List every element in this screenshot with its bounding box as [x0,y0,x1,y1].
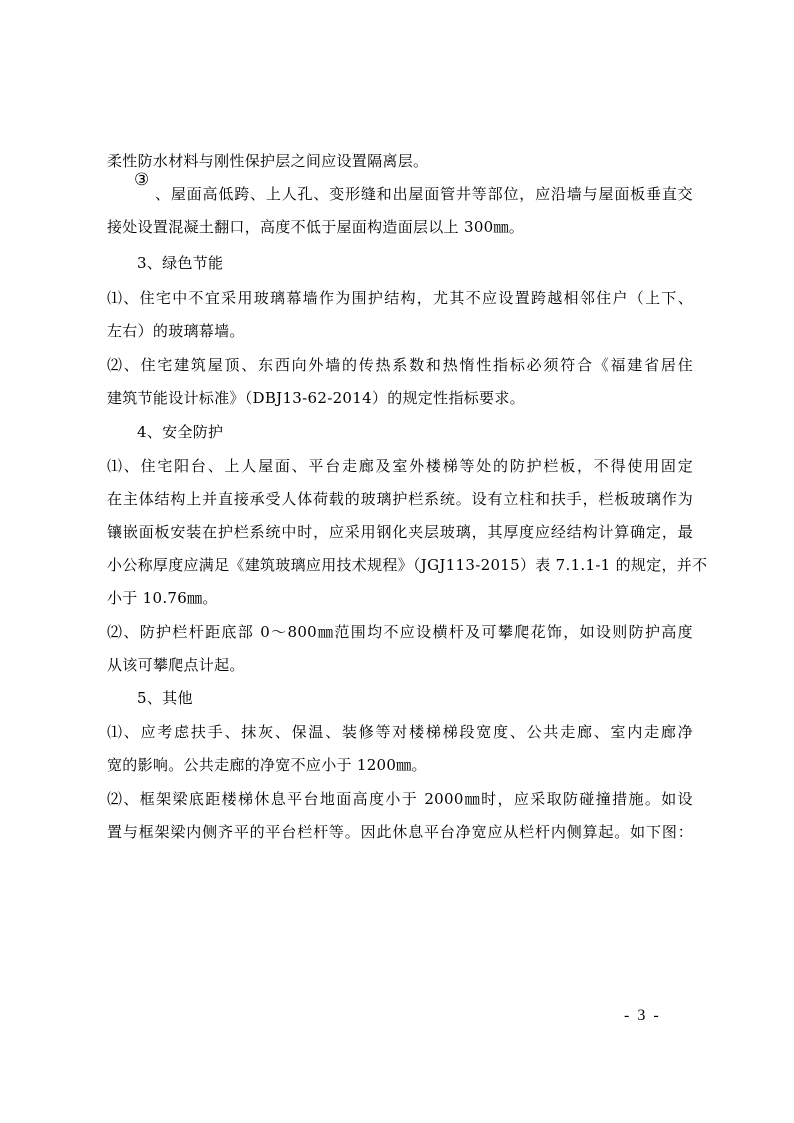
text-line: 、屋面高低跨、上人孔、变形缝和出屋面管井等部位，应沿墙与屋面板垂直交 [155,185,693,203]
text-line: 镶嵌面板安装在护栏系统中时，应采用钢化夹层玻璃，其厚度应经结构计算确定，最 [107,523,693,541]
text-line: ⑵、框架梁底距楼梯休息平台地面高度小于 2000㎜时，应采取防碰撞措施。如设 [107,790,693,808]
section-heading: 3、绿色节能 [137,254,224,272]
text-line: ⑴、住宅中不宜采用玻璃幕墙作为围护结构，尤其不应设置跨越相邻住户（上下、 [107,289,693,307]
text-line: 小于 10.76㎜。 [107,589,218,607]
text-line: ⑴、应考虑扶手、抹灰、保温、装修等对楼梯梯段宽度、公共走廊、室内走廊净 [107,723,693,741]
text-line: 从该可攀爬点计起。 [107,656,245,674]
text-line: ⑵、住宅建筑屋顶、东西向外墙的传热系数和热惰性指标必须符合《福建省居住 [107,356,693,374]
text-line: 置与框架梁内侧齐平的平台栏杆等。因此休息平台净宽应从栏杆内侧算起。如下图： [107,823,693,841]
text-line: ⑴、住宅阳台、上人屋面、平台走廊及室外楼梯等处的防护栏板，不得使用固定 [107,457,693,475]
circled-number-3: ③ [134,170,150,190]
text-line: ⑵、防护栏杆距底部 0～800㎜范围均不应设横杆及可攀爬花饰，如设则防护高度 [107,623,693,641]
text-line: 宽的影响。公共走廊的净宽不应小于 1200㎜。 [107,756,427,774]
page-number: - 3 - [624,1007,661,1024]
section-heading: 5、其他 [137,689,193,707]
text-line: 在主体结构上并直接承受人体荷载的玻璃护栏系统。设有立柱和扶手，栏板玻璃作为 [107,490,693,508]
text-line: 左右）的玻璃幕墙。 [107,322,245,340]
text-line: 建筑节能设计标准》（DBJ13-62-2014）的规定性指标要求。 [107,389,525,407]
text-line: 接处设置混凝土翻口，高度不低于屋面构造面层以上 300㎜。 [107,218,525,236]
text-line: 柔性防水材料与刚性保护层之间应设置隔离层。 [107,152,429,170]
section-heading: 4、安全防护 [137,423,224,441]
text-line: 小公称厚度应满足《建筑玻璃应用技术规程》（JGJ113-2015）表 7.1.1-1 的规定，并不 [107,556,708,574]
